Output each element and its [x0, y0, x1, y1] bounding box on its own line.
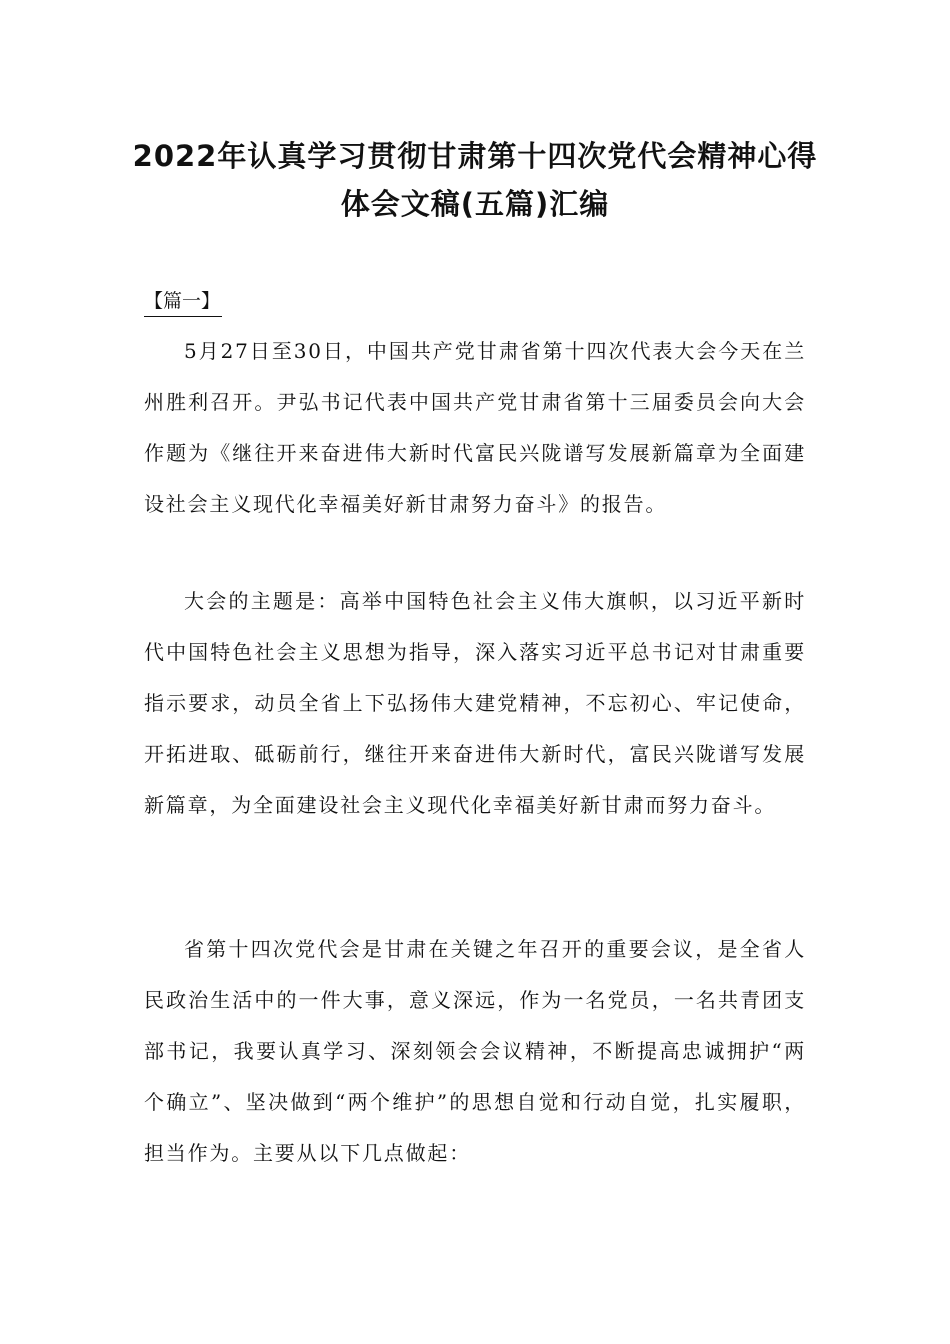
document-title-line-2: 体会文稿(五篇)汇编: [340, 187, 610, 221]
paragraph-1: 5月27日至30日，中国共产党甘肃省第十四次代表大会今天在兰州胜利召开。尹弘书记代表中国共产党甘肃省第十三届委员会向大会作题为《继往开来奋进伟大新时代富民兴陇谱写发展新篇章为全面建设社会主义现代化幸福美好新甘肃努力奋斗》的报告。: [144, 339, 806, 516]
section-label: 【篇一】: [144, 286, 222, 317]
paragraph-2: 大会的主题是：高举中国特色社会主义伟大旗帜，以习近平新时代中国特色社会主义思想为指导，深入落实习近平总书记对甘肃重要指示要求，动员全省上下弘扬伟大建党精神，不忘初心、牢记使命，开拓进取、砥砺前行，继往开来奋进伟大新时代，富民兴陇谱写发展新篇章，为全面建设社会主义现代化幸福美好新甘肃而努力奋斗。: [144, 589, 806, 817]
paragraph-3: 省第十四次党代会是甘肃在关键之年召开的重要会议，是全省人民政治生活中的一件大事，意义深远，作为一名党员，一名共青团支部书记，我要认真学习、深刻领会会议精神，不断提高忠诚拥护“两个确立”、坚决做到“两个维护”的思想自觉和行动自觉，扎实履职，担当作为。主要从以下几点做起：: [144, 937, 806, 1165]
document-title-line-1: 2022年认真学习贯彻甘肃第十四次党代会精神心得: [132, 139, 818, 173]
